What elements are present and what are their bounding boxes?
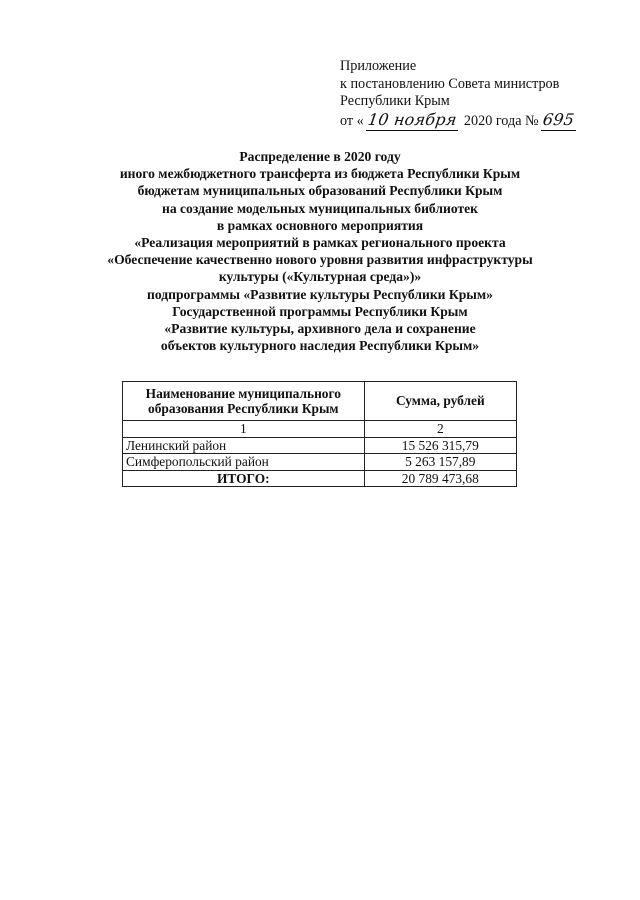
handwritten-number: 695 [541,111,576,132]
title-line: «Развитие культуры, архивного дела и сохранение [164,321,476,337]
title-line: подпрограммы «Развитие культуры Республики Крым» [147,286,493,302]
date-prefix: от « [340,112,364,129]
appendix-reference: к постановлению Совета министров [340,75,560,92]
column-number: 1 [123,421,365,438]
amount-value: 5 263 157,89 [364,454,516,471]
distribution-table [122,381,517,487]
municipality-name: Ленинский район [123,437,365,454]
handwritten-date: 10 ноября [366,111,459,132]
table-row [123,454,517,471]
title-line: «Обеспечение качественно нового уровня развития инфраструктуры [107,252,533,268]
title-line: культуры («Культурная среда»)» [218,269,422,285]
title-line: Распределение в 2020 году [239,149,401,164]
appendix-republic: Республики Крым [340,93,450,110]
title-line: в рамках основного мероприятия [216,217,424,233]
appendix-block [340,58,576,131]
title-line: иного межбюджетного трансферта из бюджета Республики Крым [119,166,521,182]
document-title [40,148,600,354]
appendix-label: Приложение [340,58,417,74]
title-line: на создание модельных муниципальных библиотек [162,200,478,216]
total-label: ИТОГО: [123,470,365,487]
header-amount: Сумма, рублей [364,382,516,421]
total-amount: 20 789 473,68 [364,470,516,487]
table-header-row [123,382,517,421]
table-row [123,437,517,454]
title-line: «Реализация мероприятий в рамках регионального проекта [134,235,506,251]
date-suffix: 2020 года № [460,112,539,129]
total-row [123,470,517,487]
title-line: Государственной программы Республики Крым [172,303,468,319]
municipality-name: Симферопольский район [123,454,365,471]
appendix-date-line [340,111,576,132]
title-line: объектов культурного наследия Республики Крым» [160,338,480,354]
title-line: бюджетам муниципальных образований Республики Крым [137,183,503,199]
column-number-row [123,421,517,438]
header-municipality: Наименование муниципального образования Республики Крым [123,382,365,421]
column-number: 2 [364,421,516,438]
amount-value: 15 526 315,79 [364,437,516,454]
